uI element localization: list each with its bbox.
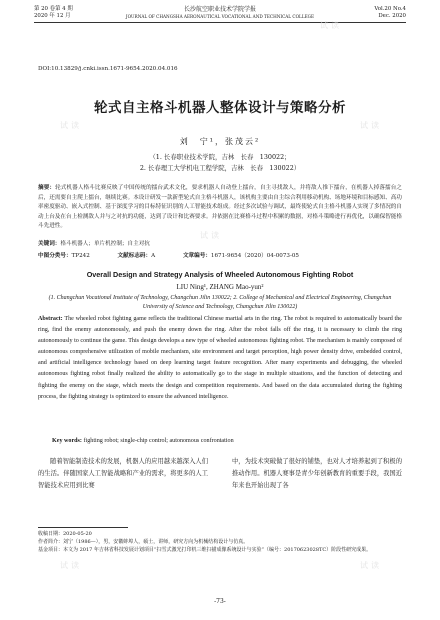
paper-title-en: Overall Design and Strategy Analysis of Wheeled Autonomous Fighting Robot [86, 270, 354, 279]
abstract-en [38, 314, 402, 403]
keywords-en-text: fighting robot; single-chip control; autonomous confrontation [83, 438, 234, 444]
abstract-cn-label: 摘要： [38, 185, 56, 191]
watermark: 试读 [360, 121, 382, 130]
doc-code-value: A [151, 253, 156, 259]
date-en: Dec. 2020 [378, 13, 406, 19]
header-rule [34, 22, 406, 23]
journal-name-en: JOURNAL OF CHANGSHA AERONAUTICAL VOCATIONAL AND TECHNICAL COLLEGE [125, 14, 315, 19]
body-column-right [232, 456, 402, 493]
abstract-cn [38, 184, 402, 232]
body-text-left: 随着智能制造技术的发展，机器人的应用越来越深入人们的生活。伴随国家人工智能战略和产业的需求，将更多的人工智能技术应用到比赛 [38, 458, 209, 490]
doc-code [118, 253, 156, 259]
doi: DOI:10.13829/j.cnki.issn.1671-9654.2020.04.016 [38, 66, 178, 72]
doc-code-label: 文献标志码： [117, 253, 152, 259]
article-number-label: 文章编号： [182, 253, 211, 259]
classification-info [38, 251, 402, 259]
authors-cn: 刘 宁¹，张茂云² [179, 137, 261, 146]
article-number-value: 1671-9654（2020）04-0073-05 [210, 253, 299, 259]
abstract-cn-text: 轮式机器人格斗比赛反映了中国传统的擂台武术文化，要求机器人自动登上擂台，自主寻找敌人，并将敌人推下擂台，在机器人掉落擂台之后，还需要自主爬上擂台，继续比赛。本设计研发一款新型轮式自主格斗机器人，该机构主要由自主综合利用移动机构、场地环境和目标感知、高功率密度驱动、嵌入式控制、基于深度学习的目标特征识别的人工智能技术组成。经过多次试验与调试，最终使轮式自主格斗机器人实现了多情况的自动上台及在台上检测敌人并与之对抗的功能，达到了设计和比赛要求。并依据在比赛格斗过程中积累的数据，对格斗策略进行再优化，以确保智能格斗先进性。 [38, 185, 402, 230]
clc [38, 253, 90, 259]
affiliation-cn-2: 2. 长春理工大学机电工程学院，吉林 长春 130022） [139, 164, 301, 172]
paper-title: 轮式自主格斗机器人整体设计与策略分析 [94, 100, 346, 116]
keywords-en [52, 438, 402, 444]
footnote-received: 收稿日期：2020-05-20 [38, 531, 92, 537]
abstract-en-label: Abstract: [38, 316, 63, 322]
journal-name-cn: 长沙航空职业技术学院学报 [183, 6, 256, 13]
volume-en: Vol.20 No.4 [374, 6, 406, 12]
journal-name [34, 6, 406, 20]
affiliation-cn-1: （1. 长春职业技术学院，吉林 长春 130022； [149, 153, 291, 161]
page-number: -73- [214, 598, 226, 605]
watermark: 试读 [60, 121, 82, 130]
clc-value: TP242 [71, 253, 90, 259]
authors-en: LIU Ning¹, ZHANG Mao-yun² [176, 283, 264, 291]
clc-label: 中图分类号： [38, 253, 72, 259]
journal-header [34, 6, 406, 32]
body-column-left [38, 456, 208, 493]
keywords-en-label: Key words: [52, 438, 82, 444]
watermark: 试读 [200, 231, 222, 240]
footnotes [38, 530, 402, 554]
volume-issue-en [374, 6, 406, 20]
watermark: 试读 [60, 561, 82, 570]
date-cn: 2020 年 12 月 [34, 13, 71, 19]
footnote-rule [38, 527, 128, 528]
footnote-author: 作者简介：刘宁（1986—），男，安徽蚌埠人，硕士，讲师，研究方向为机械结构设计与仿真。 [38, 539, 249, 545]
keywords-cn-label: 关键词： [38, 241, 61, 247]
keywords-cn-text: 格斗机器人；单片机控制；自主对抗 [60, 241, 150, 247]
article-number [183, 253, 299, 259]
affiliations-en: (1. Changchun Vocational Institute of Technology, Changchun Jilin 130022; 2. College of Mechanical and Electrical Engineering, Changchun University of Science and Technology, Changchun Jilin 130022) [48, 295, 392, 310]
abstract-en-text: The wheeled robot fighting game reflects the traditional Chinese martial arts in the ring. The robot is required to automatically board the ring, find the enemy autonomously, and push the enemy down the ring. After the robot falls off the ring, it is necessary to climb the ring autonomously to continue the game. This design develops a new type of wheeled autonomous fighting robot. The mechanism is mainly composed of autonomous comprehensive utilization of mobile mechanism, site environment and target perception, high power density drive, embedded control, and artificial intelligence technology based on deep learning target feature recognition. After many experiments and debugging, the wheeled autonomous fighting robot finally realized the ability to automatically go to the stage in multiple situations, and the function of detecting and fighting the enemy on the stage, which meets the design and competition requirements. And based on the data accumulated during the fighting process, the fighting strategy is optimized to ensure the advanced intelligence. [38, 316, 402, 400]
watermark: 试读 [360, 561, 382, 570]
body-text-right: 中，为技术突破做了很好的铺垫，也对人才培养起到了积极的推动作用。机器人赛事是青少年创新教育的重要手段，我国近年来也开始出现了各 [232, 458, 403, 490]
footnote-fund: 基金项目：本文为 2017 年吉林省科技发展计划项目“扫雪式激光打印机三维扫描成像系统设计与实验”（编号：20170623028TC）阶段性研究成果。 [38, 547, 372, 553]
watermark: 试读 [320, 21, 342, 30]
volume-cn: 第 20 卷第 4 期 [34, 6, 73, 12]
